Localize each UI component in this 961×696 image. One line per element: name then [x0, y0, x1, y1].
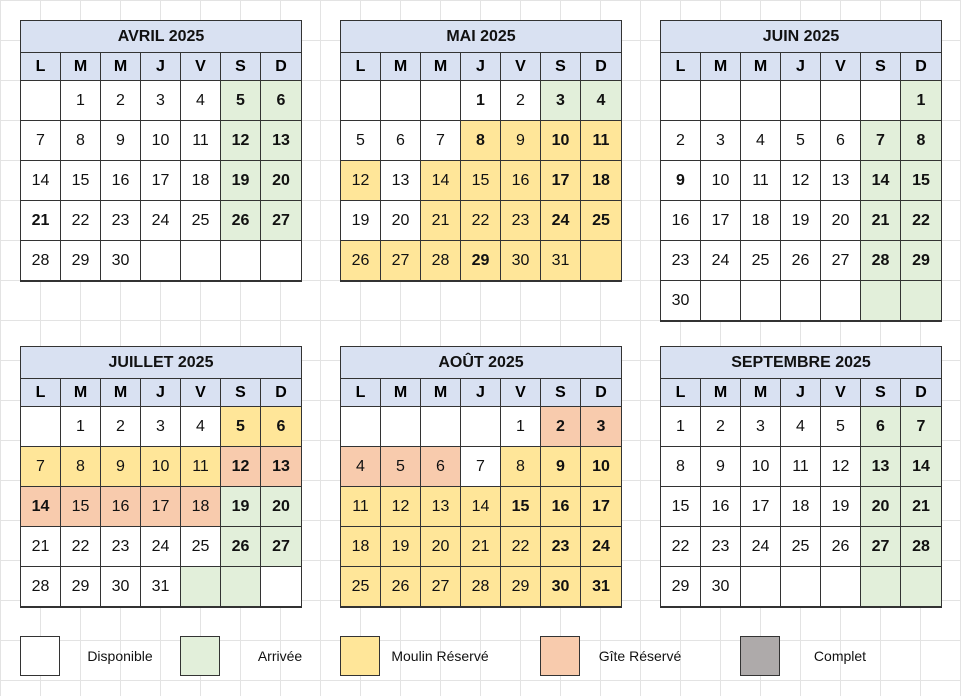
day-cell[interactable]: 10: [541, 121, 581, 161]
weekday-label: D: [261, 53, 301, 81]
empty-day-cell: [861, 81, 901, 121]
day-cell[interactable]: 24: [701, 241, 741, 281]
empty-day-cell: [421, 81, 461, 121]
day-cell[interactable]: 23: [701, 527, 741, 567]
weekday-label: L: [21, 53, 61, 81]
month-title: MAI 2025: [341, 21, 621, 53]
day-cell[interactable]: 9: [541, 447, 581, 487]
day-cell[interactable]: 25: [181, 201, 221, 241]
day-cell[interactable]: 2: [661, 121, 701, 161]
weekday-label: M: [381, 379, 421, 407]
day-cell[interactable]: 27: [261, 527, 301, 567]
month-calendar: [20, 20, 302, 282]
day-cell[interactable]: 2: [701, 407, 741, 447]
empty-day-cell: [781, 81, 821, 121]
day-cell[interactable]: 24: [741, 527, 781, 567]
weekday-label: D: [901, 53, 941, 81]
day-cell[interactable]: 19: [381, 527, 421, 567]
day-cell[interactable]: 30: [101, 567, 141, 607]
day-cell[interactable]: 12: [341, 161, 381, 201]
day-cell[interactable]: 21: [901, 487, 941, 527]
day-cell[interactable]: 26: [221, 527, 261, 567]
day-cell[interactable]: 4: [741, 121, 781, 161]
day-cell[interactable]: 26: [221, 201, 261, 241]
weekday-label: L: [21, 379, 61, 407]
day-cell[interactable]: 17: [141, 161, 181, 201]
day-cell[interactable]: 8: [61, 447, 101, 487]
day-cell[interactable]: 7: [861, 121, 901, 161]
empty-day-cell: [821, 281, 861, 321]
day-cell[interactable]: 10: [141, 447, 181, 487]
day-cell[interactable]: 24: [141, 527, 181, 567]
empty-day-cell: [861, 567, 901, 607]
weekday-label: V: [501, 53, 541, 81]
weekday-label: V: [821, 379, 861, 407]
day-cell[interactable]: 2: [101, 407, 141, 447]
day-cell[interactable]: 24: [541, 201, 581, 241]
weekday-label: S: [541, 53, 581, 81]
weekday-label: J: [141, 53, 181, 81]
empty-day-cell: [581, 241, 621, 281]
day-cell[interactable]: 11: [341, 487, 381, 527]
empty-day-cell: [741, 281, 781, 321]
day-cell[interactable]: 16: [701, 487, 741, 527]
day-cell[interactable]: 17: [741, 487, 781, 527]
weekday-label: M: [421, 53, 461, 81]
empty-day-cell: [21, 81, 61, 121]
empty-day-cell: [261, 567, 301, 607]
day-cell[interactable]: 4: [181, 81, 221, 121]
weekday-header: [661, 53, 941, 81]
day-cell[interactable]: 10: [701, 161, 741, 201]
weekday-label: S: [861, 53, 901, 81]
weekday-label: M: [61, 379, 101, 407]
day-cell[interactable]: 24: [141, 201, 181, 241]
day-cell[interactable]: 21: [21, 527, 61, 567]
month-title: JUIN 2025: [661, 21, 941, 53]
day-cell[interactable]: 15: [461, 161, 501, 201]
day-cell[interactable]: 10: [581, 447, 621, 487]
day-cell[interactable]: 6: [821, 121, 861, 161]
day-cell[interactable]: 13: [261, 121, 301, 161]
day-cell[interactable]: 7: [21, 447, 61, 487]
day-cell[interactable]: 30: [661, 281, 701, 321]
day-cell[interactable]: 3: [701, 121, 741, 161]
weekday-label: V: [821, 53, 861, 81]
empty-day-cell: [901, 281, 941, 321]
weekday-label: S: [221, 379, 261, 407]
legend-item-complet: [740, 636, 900, 676]
day-cell[interactable]: 11: [781, 447, 821, 487]
day-cell[interactable]: 25: [181, 527, 221, 567]
day-cell[interactable]: 29: [61, 567, 101, 607]
day-cell[interactable]: 13: [421, 487, 461, 527]
day-cell[interactable]: 21: [421, 201, 461, 241]
day-cell[interactable]: 5: [821, 407, 861, 447]
empty-day-cell: [661, 81, 701, 121]
day-cell[interactable]: 12: [381, 487, 421, 527]
empty-day-cell: [21, 407, 61, 447]
day-cell[interactable]: 1: [501, 407, 541, 447]
day-cell[interactable]: 7: [21, 121, 61, 161]
day-cell[interactable]: 6: [261, 407, 301, 447]
day-cell[interactable]: 22: [461, 201, 501, 241]
weekday-label: L: [341, 53, 381, 81]
day-cell[interactable]: 20: [261, 161, 301, 201]
day-cell[interactable]: 18: [181, 161, 221, 201]
day-cell[interactable]: 14: [21, 161, 61, 201]
day-cell[interactable]: 16: [541, 487, 581, 527]
day-cell[interactable]: 14: [421, 161, 461, 201]
day-cell[interactable]: 7: [901, 407, 941, 447]
legend-label: Moulin Réservé: [391, 648, 489, 664]
day-cell[interactable]: 19: [221, 161, 261, 201]
month-calendar: [660, 20, 942, 322]
day-cell[interactable]: 23: [101, 527, 141, 567]
weekday-label: D: [581, 379, 621, 407]
day-cell[interactable]: 9: [501, 121, 541, 161]
day-cell[interactable]: 12: [821, 447, 861, 487]
legend-label: Gîte Réservé: [598, 648, 682, 664]
weekday-label: L: [661, 53, 701, 81]
day-cell[interactable]: 5: [781, 121, 821, 161]
day-cell[interactable]: 16: [501, 161, 541, 201]
day-cell[interactable]: 18: [341, 527, 381, 567]
weekday-label: V: [181, 379, 221, 407]
day-cell[interactable]: 28: [861, 241, 901, 281]
weekday-label: V: [501, 379, 541, 407]
month-title: JUILLET 2025: [21, 347, 301, 379]
legend-item-disponible: [20, 636, 180, 676]
day-cell[interactable]: 20: [861, 487, 901, 527]
day-cell[interactable]: 31: [581, 567, 621, 607]
weekday-label: D: [901, 379, 941, 407]
day-cell[interactable]: 20: [381, 201, 421, 241]
month-calendar: [340, 346, 622, 608]
weekday-label: J: [781, 53, 821, 81]
day-cell[interactable]: 30: [501, 241, 541, 281]
day-cell[interactable]: 1: [661, 407, 701, 447]
empty-day-cell: [741, 567, 781, 607]
day-cell[interactable]: 26: [341, 241, 381, 281]
day-cell[interactable]: 11: [741, 161, 781, 201]
day-cell[interactable]: 1: [61, 407, 101, 447]
day-cell[interactable]: 6: [861, 407, 901, 447]
day-cell[interactable]: 29: [461, 241, 501, 281]
day-cell[interactable]: 28: [21, 567, 61, 607]
legend-item-gite: [540, 636, 700, 676]
day-cell[interactable]: 13: [821, 161, 861, 201]
day-cell[interactable]: 18: [581, 161, 621, 201]
empty-day-cell: [461, 407, 501, 447]
day-cell[interactable]: 25: [341, 567, 381, 607]
weekday-label: M: [741, 379, 781, 407]
day-cell[interactable]: 26: [781, 241, 821, 281]
day-cell[interactable]: 21: [21, 201, 61, 241]
weekday-label: M: [701, 379, 741, 407]
empty-day-cell: [341, 407, 381, 447]
empty-day-cell: [221, 241, 261, 281]
weekday-label: M: [101, 53, 141, 81]
day-cell[interactable]: 22: [61, 527, 101, 567]
day-cell[interactable]: 30: [101, 241, 141, 281]
day-cell[interactable]: 30: [541, 567, 581, 607]
legend-swatch: [180, 636, 220, 676]
day-cell[interactable]: 3: [741, 407, 781, 447]
empty-day-cell: [861, 281, 901, 321]
day-cell[interactable]: 16: [101, 161, 141, 201]
weekday-label: S: [541, 379, 581, 407]
day-cell[interactable]: 27: [821, 241, 861, 281]
day-cell[interactable]: 28: [901, 527, 941, 567]
empty-day-cell: [421, 407, 461, 447]
legend-label: Complet: [813, 648, 867, 664]
day-cell[interactable]: 3: [141, 407, 181, 447]
month-title: SEPTEMBRE 2025: [661, 347, 941, 379]
day-cell[interactable]: 8: [661, 447, 701, 487]
day-cell[interactable]: 19: [341, 201, 381, 241]
day-cell[interactable]: 8: [61, 121, 101, 161]
empty-day-cell: [781, 567, 821, 607]
day-cell[interactable]: 8: [501, 447, 541, 487]
day-cell[interactable]: 12: [221, 447, 261, 487]
day-cell[interactable]: 19: [781, 201, 821, 241]
day-cell[interactable]: 1: [901, 81, 941, 121]
month-title: AVRIL 2025: [21, 21, 301, 53]
day-cell[interactable]: 26: [821, 527, 861, 567]
day-cell[interactable]: 23: [101, 201, 141, 241]
day-cell[interactable]: 28: [461, 567, 501, 607]
day-cell[interactable]: 15: [501, 487, 541, 527]
empty-day-cell: [781, 281, 821, 321]
day-cell[interactable]: 14: [461, 487, 501, 527]
day-cell[interactable]: 28: [21, 241, 61, 281]
day-cell[interactable]: 4: [781, 407, 821, 447]
day-cell[interactable]: 23: [541, 527, 581, 567]
month-calendar: [340, 20, 622, 282]
day-cell[interactable]: 5: [341, 121, 381, 161]
day-cell[interactable]: 8: [461, 121, 501, 161]
weekday-label: J: [781, 379, 821, 407]
empty-day-cell: [221, 567, 261, 607]
day-cell[interactable]: 31: [141, 567, 181, 607]
day-cell[interactable]: 4: [581, 81, 621, 121]
day-cell[interactable]: 17: [141, 487, 181, 527]
day-cell[interactable]: 25: [741, 241, 781, 281]
day-cell[interactable]: 18: [181, 487, 221, 527]
day-cell[interactable]: 11: [181, 447, 221, 487]
day-cell[interactable]: 22: [901, 201, 941, 241]
day-cell[interactable]: 16: [661, 201, 701, 241]
empty-day-cell: [181, 241, 221, 281]
day-cell[interactable]: 9: [101, 447, 141, 487]
day-cell[interactable]: 18: [781, 487, 821, 527]
weekday-label: D: [261, 379, 301, 407]
day-cell[interactable]: 29: [501, 567, 541, 607]
empty-day-cell: [701, 281, 741, 321]
day-cell[interactable]: 9: [701, 447, 741, 487]
empty-day-cell: [901, 567, 941, 607]
legend-label: Arrivée: [257, 648, 303, 664]
day-cell[interactable]: 20: [261, 487, 301, 527]
day-cell[interactable]: 23: [501, 201, 541, 241]
day-cell[interactable]: 8: [901, 121, 941, 161]
day-cell[interactable]: 23: [661, 241, 701, 281]
weekday-label: J: [461, 53, 501, 81]
legend-label: Disponible: [87, 648, 153, 664]
day-cell[interactable]: 27: [261, 201, 301, 241]
weekday-header: [341, 379, 621, 407]
weekday-label: V: [181, 53, 221, 81]
weekday-label: M: [701, 53, 741, 81]
weekday-header: [21, 53, 301, 81]
day-cell[interactable]: 17: [581, 487, 621, 527]
day-cell[interactable]: 15: [661, 487, 701, 527]
day-cell[interactable]: 15: [61, 487, 101, 527]
weekday-label: D: [581, 53, 621, 81]
day-cell[interactable]: 6: [421, 447, 461, 487]
day-cell[interactable]: 1: [461, 81, 501, 121]
day-cell[interactable]: 31: [541, 241, 581, 281]
empty-day-cell: [741, 81, 781, 121]
day-cell[interactable]: 27: [381, 241, 421, 281]
empty-day-cell: [341, 81, 381, 121]
day-cell[interactable]: 3: [141, 81, 181, 121]
day-cell[interactable]: 21: [861, 201, 901, 241]
empty-day-cell: [261, 241, 301, 281]
day-cell[interactable]: 7: [421, 121, 461, 161]
empty-day-cell: [381, 407, 421, 447]
legend-item-moulin: [340, 636, 500, 676]
weekday-label: M: [381, 53, 421, 81]
weekday-label: L: [661, 379, 701, 407]
day-cell[interactable]: 3: [541, 81, 581, 121]
day-cell[interactable]: 13: [861, 447, 901, 487]
day-cell[interactable]: 29: [901, 241, 941, 281]
day-cell[interactable]: 9: [661, 161, 701, 201]
day-cell[interactable]: 2: [101, 81, 141, 121]
day-cell[interactable]: 14: [21, 487, 61, 527]
day-cell[interactable]: 2: [541, 407, 581, 447]
empty-day-cell: [381, 81, 421, 121]
weekday-label: S: [221, 53, 261, 81]
month-title: AOÛT 2025: [341, 347, 621, 379]
day-cell[interactable]: 13: [381, 161, 421, 201]
day-cell[interactable]: 9: [101, 121, 141, 161]
weekday-header: [21, 379, 301, 407]
day-cell[interactable]: 25: [581, 201, 621, 241]
day-cell[interactable]: 10: [141, 121, 181, 161]
day-cell[interactable]: 24: [581, 527, 621, 567]
empty-day-cell: [701, 81, 741, 121]
day-cell[interactable]: 3: [581, 407, 621, 447]
day-cell[interactable]: 2: [501, 81, 541, 121]
day-cell[interactable]: 17: [701, 201, 741, 241]
day-cell[interactable]: 11: [181, 121, 221, 161]
day-cell[interactable]: 15: [901, 161, 941, 201]
empty-day-cell: [821, 81, 861, 121]
day-cell[interactable]: 25: [781, 527, 821, 567]
day-cell[interactable]: 19: [221, 487, 261, 527]
weekday-header: [341, 53, 621, 81]
weekday-header: [661, 379, 941, 407]
day-cell[interactable]: 22: [61, 201, 101, 241]
weekday-label: L: [341, 379, 381, 407]
weekday-label: J: [461, 379, 501, 407]
legend-item-arrivee: [180, 636, 340, 676]
day-cell[interactable]: 29: [661, 567, 701, 607]
day-cell[interactable]: 27: [861, 527, 901, 567]
empty-day-cell: [181, 567, 221, 607]
day-cell[interactable]: 16: [101, 487, 141, 527]
day-cell[interactable]: 27: [421, 567, 461, 607]
day-cell[interactable]: 18: [741, 201, 781, 241]
day-cell[interactable]: 20: [421, 527, 461, 567]
day-cell[interactable]: 22: [501, 527, 541, 567]
day-cell[interactable]: 13: [261, 447, 301, 487]
day-cell[interactable]: 4: [341, 447, 381, 487]
day-cell[interactable]: 12: [781, 161, 821, 201]
day-cell[interactable]: 14: [861, 161, 901, 201]
day-cell[interactable]: 29: [61, 241, 101, 281]
weekday-label: J: [141, 379, 181, 407]
legend-swatch: [740, 636, 780, 676]
day-cell[interactable]: 5: [221, 81, 261, 121]
day-cell[interactable]: 4: [181, 407, 221, 447]
legend-swatch: [20, 636, 60, 676]
day-cell[interactable]: 11: [581, 121, 621, 161]
day-cell[interactable]: 1: [61, 81, 101, 121]
day-cell[interactable]: 5: [381, 447, 421, 487]
weekday-label: M: [741, 53, 781, 81]
day-cell[interactable]: 26: [381, 567, 421, 607]
day-cell[interactable]: 12: [221, 121, 261, 161]
day-cell[interactable]: 17: [541, 161, 581, 201]
day-cell[interactable]: 14: [901, 447, 941, 487]
day-cell[interactable]: 15: [61, 161, 101, 201]
empty-day-cell: [821, 567, 861, 607]
day-cell[interactable]: 30: [701, 567, 741, 607]
month-calendar: [660, 346, 942, 608]
day-cell[interactable]: 6: [381, 121, 421, 161]
day-cell[interactable]: 22: [661, 527, 701, 567]
day-cell[interactable]: 7: [461, 447, 501, 487]
day-cell[interactable]: 28: [421, 241, 461, 281]
day-cell[interactable]: 20: [821, 201, 861, 241]
weekday-label: M: [421, 379, 461, 407]
legend-swatch: [340, 636, 380, 676]
empty-day-cell: [141, 241, 181, 281]
day-cell[interactable]: 21: [461, 527, 501, 567]
weekday-label: M: [101, 379, 141, 407]
day-cell[interactable]: 19: [821, 487, 861, 527]
day-cell[interactable]: 6: [261, 81, 301, 121]
month-calendar: [20, 346, 302, 608]
weekday-label: M: [61, 53, 101, 81]
day-cell[interactable]: 5: [221, 407, 261, 447]
weekday-label: S: [861, 379, 901, 407]
day-cell[interactable]: 10: [741, 447, 781, 487]
legend-swatch: [540, 636, 580, 676]
